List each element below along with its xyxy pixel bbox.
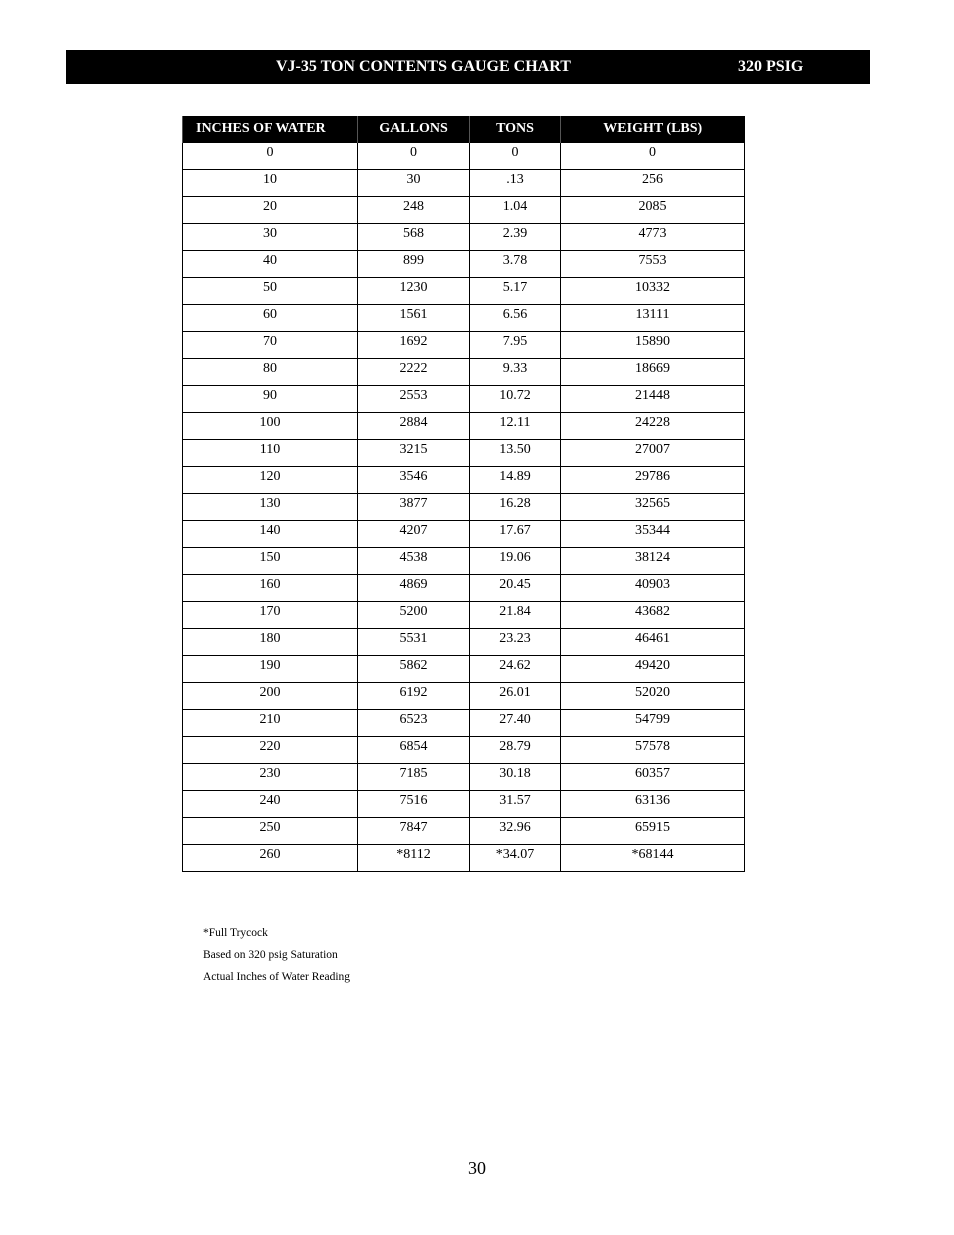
cell-inches: 200 bbox=[183, 683, 358, 710]
cell-gallons: 30 bbox=[358, 170, 470, 197]
table-row bbox=[183, 548, 745, 575]
cell-gallons: 7847 bbox=[358, 818, 470, 845]
cell-gallons: 248 bbox=[358, 197, 470, 224]
cell-gallons: 0 bbox=[358, 143, 470, 170]
cell-gallons: 1692 bbox=[358, 332, 470, 359]
cell-tons: 19.06 bbox=[470, 548, 561, 575]
cell-gallons: 3215 bbox=[358, 440, 470, 467]
cell-inches: 140 bbox=[183, 521, 358, 548]
cell-weight: 40903 bbox=[561, 575, 745, 602]
cell-gallons: 3546 bbox=[358, 467, 470, 494]
cell-weight: 32565 bbox=[561, 494, 745, 521]
footnote-saturation: Based on 320 psig Saturation bbox=[203, 949, 338, 961]
cell-weight: 27007 bbox=[561, 440, 745, 467]
cell-inches: 250 bbox=[183, 818, 358, 845]
cell-gallons: 5200 bbox=[358, 602, 470, 629]
cell-tons: 7.95 bbox=[470, 332, 561, 359]
cell-tons: *34.07 bbox=[470, 845, 561, 872]
title-bar bbox=[66, 50, 870, 84]
table-body bbox=[183, 143, 745, 872]
cell-gallons: 5531 bbox=[358, 629, 470, 656]
cell-inches: 260 bbox=[183, 845, 358, 872]
cell-gallons: 5862 bbox=[358, 656, 470, 683]
cell-inches: 90 bbox=[183, 386, 358, 413]
cell-weight: 2085 bbox=[561, 197, 745, 224]
cell-inches: 120 bbox=[183, 467, 358, 494]
cell-weight: 15890 bbox=[561, 332, 745, 359]
gauge-chart-table bbox=[182, 116, 745, 872]
cell-tons: 3.78 bbox=[470, 251, 561, 278]
table-row bbox=[183, 224, 745, 251]
cell-tons: 30.18 bbox=[470, 764, 561, 791]
cell-weight: 57578 bbox=[561, 737, 745, 764]
cell-gallons: 4869 bbox=[358, 575, 470, 602]
cell-weight: 29786 bbox=[561, 467, 745, 494]
table-row bbox=[183, 764, 745, 791]
cell-gallons: 568 bbox=[358, 224, 470, 251]
cell-weight: 65915 bbox=[561, 818, 745, 845]
cell-inches: 210 bbox=[183, 710, 358, 737]
cell-weight: 13111 bbox=[561, 305, 745, 332]
cell-weight: 38124 bbox=[561, 548, 745, 575]
table-row bbox=[183, 845, 745, 872]
cell-inches: 80 bbox=[183, 359, 358, 386]
cell-tons: 2.39 bbox=[470, 224, 561, 251]
cell-gallons: 4538 bbox=[358, 548, 470, 575]
cell-inches: 220 bbox=[183, 737, 358, 764]
cell-gallons: 1561 bbox=[358, 305, 470, 332]
table-row bbox=[183, 143, 745, 170]
table-row bbox=[183, 602, 745, 629]
table-row bbox=[183, 197, 745, 224]
cell-weight: 63136 bbox=[561, 791, 745, 818]
cell-gallons: 6523 bbox=[358, 710, 470, 737]
table-row bbox=[183, 656, 745, 683]
cell-tons: 13.50 bbox=[470, 440, 561, 467]
cell-tons: 32.96 bbox=[470, 818, 561, 845]
footnote-reading: Actual Inches of Water Reading bbox=[203, 971, 351, 983]
table-row bbox=[183, 791, 745, 818]
table-row bbox=[183, 332, 745, 359]
table-row bbox=[183, 710, 745, 737]
cell-inches: 10 bbox=[183, 170, 358, 197]
cell-tons: 0 bbox=[470, 143, 561, 170]
cell-tons: 24.62 bbox=[470, 656, 561, 683]
cell-tons: 5.17 bbox=[470, 278, 561, 305]
table-row bbox=[183, 278, 745, 305]
cell-gallons: 7185 bbox=[358, 764, 470, 791]
cell-inches: 70 bbox=[183, 332, 358, 359]
cell-weight: 7553 bbox=[561, 251, 745, 278]
footnote-full-trycock: *Full Trycock bbox=[203, 927, 268, 939]
table-row bbox=[183, 251, 745, 278]
cell-gallons: 2884 bbox=[358, 413, 470, 440]
column-header-weight: WEIGHT (LBS) bbox=[561, 116, 745, 143]
cell-weight: 52020 bbox=[561, 683, 745, 710]
table-row bbox=[183, 575, 745, 602]
table-row bbox=[183, 494, 745, 521]
cell-tons: 23.23 bbox=[470, 629, 561, 656]
cell-weight: 21448 bbox=[561, 386, 745, 413]
cell-inches: 0 bbox=[183, 143, 358, 170]
cell-inches: 150 bbox=[183, 548, 358, 575]
cell-gallons: 7516 bbox=[358, 791, 470, 818]
page-title: VJ-35 TON CONTENTS GAUGE CHART bbox=[276, 58, 571, 75]
cell-tons: 6.56 bbox=[470, 305, 561, 332]
cell-gallons: 2222 bbox=[358, 359, 470, 386]
cell-tons: 26.01 bbox=[470, 683, 561, 710]
cell-weight: 35344 bbox=[561, 521, 745, 548]
cell-tons: 27.40 bbox=[470, 710, 561, 737]
cell-gallons: 899 bbox=[358, 251, 470, 278]
table-row bbox=[183, 386, 745, 413]
footnotes bbox=[203, 922, 350, 988]
cell-gallons: 6192 bbox=[358, 683, 470, 710]
cell-weight: *68144 bbox=[561, 845, 745, 872]
cell-inches: 20 bbox=[183, 197, 358, 224]
table-row bbox=[183, 440, 745, 467]
cell-inches: 110 bbox=[183, 440, 358, 467]
table-row bbox=[183, 683, 745, 710]
cell-inches: 190 bbox=[183, 656, 358, 683]
column-header-inches: INCHES OF WATER bbox=[183, 116, 358, 143]
cell-inches: 60 bbox=[183, 305, 358, 332]
cell-tons: 12.11 bbox=[470, 413, 561, 440]
column-header-gallons: GALLONS bbox=[358, 116, 470, 143]
cell-tons: 20.45 bbox=[470, 575, 561, 602]
cell-tons: 28.79 bbox=[470, 737, 561, 764]
cell-tons: .13 bbox=[470, 170, 561, 197]
cell-tons: 9.33 bbox=[470, 359, 561, 386]
cell-gallons: 4207 bbox=[358, 521, 470, 548]
cell-inches: 240 bbox=[183, 791, 358, 818]
column-header-tons: TONS bbox=[470, 116, 561, 143]
table-row bbox=[183, 359, 745, 386]
table-row bbox=[183, 629, 745, 656]
page-number: 30 bbox=[468, 1158, 486, 1178]
cell-inches: 160 bbox=[183, 575, 358, 602]
cell-inches: 130 bbox=[183, 494, 358, 521]
cell-gallons: 2553 bbox=[358, 386, 470, 413]
cell-tons: 31.57 bbox=[470, 791, 561, 818]
cell-tons: 21.84 bbox=[470, 602, 561, 629]
cell-gallons: 1230 bbox=[358, 278, 470, 305]
cell-inches: 230 bbox=[183, 764, 358, 791]
cell-weight: 18669 bbox=[561, 359, 745, 386]
cell-inches: 30 bbox=[183, 224, 358, 251]
cell-tons: 10.72 bbox=[470, 386, 561, 413]
cell-inches: 170 bbox=[183, 602, 358, 629]
cell-tons: 17.67 bbox=[470, 521, 561, 548]
cell-weight: 43682 bbox=[561, 602, 745, 629]
cell-weight: 256 bbox=[561, 170, 745, 197]
cell-gallons: *8112 bbox=[358, 845, 470, 872]
table-row bbox=[183, 737, 745, 764]
cell-inches: 40 bbox=[183, 251, 358, 278]
cell-weight: 60357 bbox=[561, 764, 745, 791]
cell-weight: 24228 bbox=[561, 413, 745, 440]
cell-tons: 14.89 bbox=[470, 467, 561, 494]
cell-weight: 46461 bbox=[561, 629, 745, 656]
cell-gallons: 3877 bbox=[358, 494, 470, 521]
table-row bbox=[183, 467, 745, 494]
cell-inches: 180 bbox=[183, 629, 358, 656]
table-row bbox=[183, 413, 745, 440]
cell-weight: 49420 bbox=[561, 656, 745, 683]
table-row bbox=[183, 818, 745, 845]
cell-inches: 100 bbox=[183, 413, 358, 440]
cell-weight: 10332 bbox=[561, 278, 745, 305]
pressure-label: 320 PSIG bbox=[738, 58, 804, 75]
cell-tons: 1.04 bbox=[470, 197, 561, 224]
cell-weight: 0 bbox=[561, 143, 745, 170]
cell-gallons: 6854 bbox=[358, 737, 470, 764]
table-row bbox=[183, 521, 745, 548]
table-row bbox=[183, 170, 745, 197]
cell-weight: 4773 bbox=[561, 224, 745, 251]
cell-tons: 16.28 bbox=[470, 494, 561, 521]
table-header-row bbox=[183, 116, 745, 143]
table-row bbox=[183, 305, 745, 332]
cell-weight: 54799 bbox=[561, 710, 745, 737]
cell-inches: 50 bbox=[183, 278, 358, 305]
